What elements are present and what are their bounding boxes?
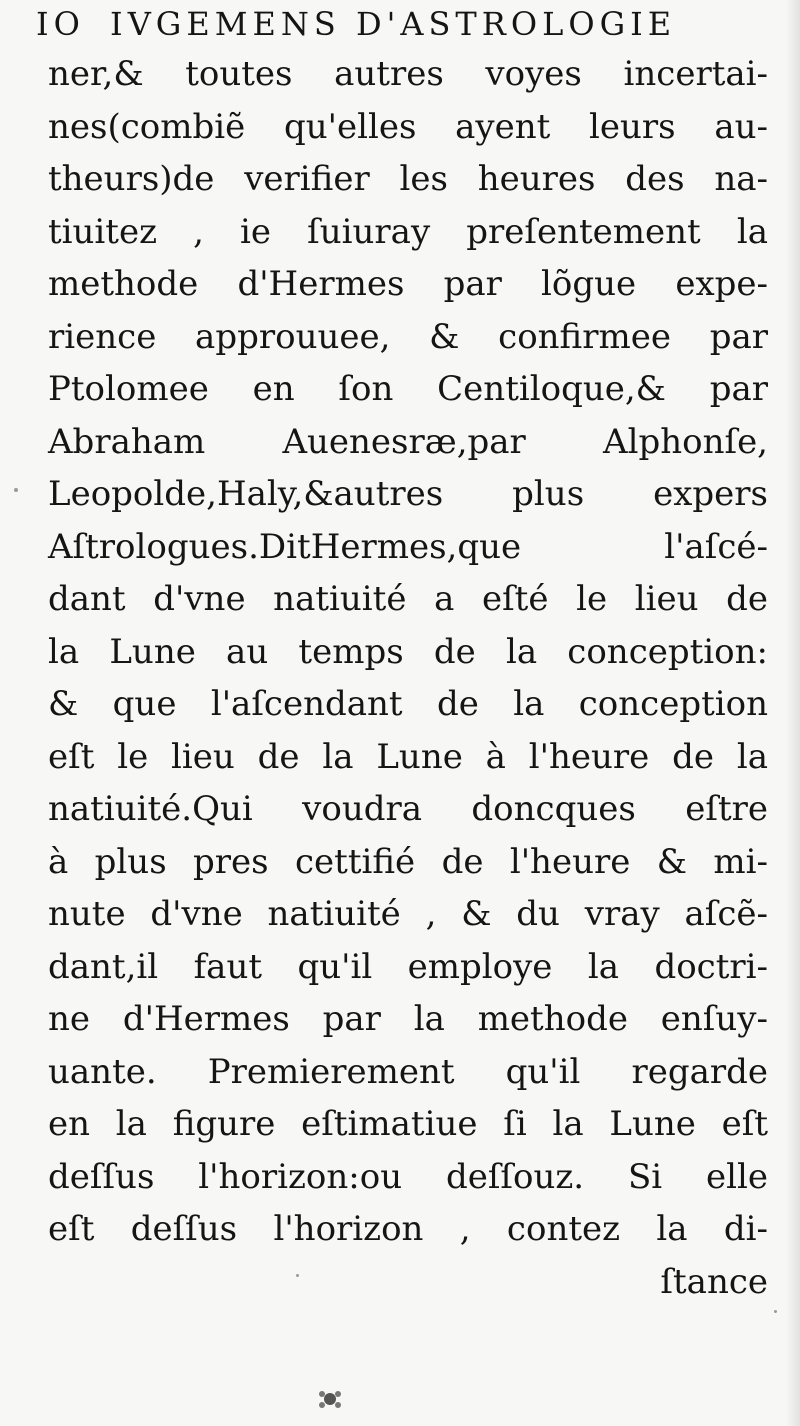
text-line: eſt le lieu de la Lune à l'heure de la [48, 736, 768, 777]
paper-speck [774, 1310, 777, 1313]
text-line: Aſtrologues.DitHermes,que l'aſcé- [48, 526, 768, 567]
text-line: ne d'Hermes par la methode enſuy- [48, 999, 768, 1039]
paper-speck [296, 1274, 299, 1277]
text-line: ner,& toutes autres voyes incertai- [48, 54, 768, 94]
text-line: Ptolomee en ſon Centiloque,& par [48, 369, 768, 409]
text-line: theurs)de verifier les heures des na- [48, 159, 768, 199]
text-line: nes(combiẽ qu'elles ayent leurs au- [48, 106, 768, 147]
text-line: eſt deſſus l'horizon , contez la di- [48, 1209, 768, 1249]
page-number: IO [36, 5, 85, 43]
text-line: dant d'vne natiuité a eſté le lieu de [48, 579, 768, 619]
running-title: IVGEMENS D'ASTROLOGIE [110, 5, 677, 43]
running-header [36, 4, 676, 44]
text-line: nute d'vne natiuité , & du vray aſcẽ- [48, 894, 768, 934]
text-line: Leopolde,Haly,&autres plus expers [48, 474, 768, 514]
text-line: tiuitez , ie ſuiuray preſentement la [48, 211, 768, 252]
text-line: uante. Premierement qu'il regarde [48, 1051, 768, 1092]
text-line: rience approuuee, & confirmee par [48, 316, 768, 357]
text-line: en la figure eſtimatiue ſi la Lune eſt [48, 1104, 768, 1144]
catchword-line: ſtance [660, 1261, 768, 1302]
text-line: à plus pres cettifié de l'heure & mi- [48, 841, 768, 882]
text-line: methode d'Hermes par lõgue expe- [48, 264, 768, 304]
text-line: deſſus l'horizon:ou deſſouz. Si elle [48, 1156, 768, 1197]
text-line: natiuité.Qui voudra doncques eſtre [48, 789, 768, 829]
text-line: & que l'aſcendant de la conception [48, 684, 768, 724]
text-line: dant,il faut qu'il employe la doctri- [48, 946, 768, 987]
text-line: la Lune au temps de la conception: [48, 631, 768, 672]
fleuron-ornament-icon [312, 1384, 348, 1414]
page-edge-shadow [786, 0, 800, 1426]
paper-speck [14, 488, 18, 492]
body-text [48, 48, 768, 1308]
text-line: Abraham Auenesræ,par Alphonſe, [48, 421, 768, 462]
